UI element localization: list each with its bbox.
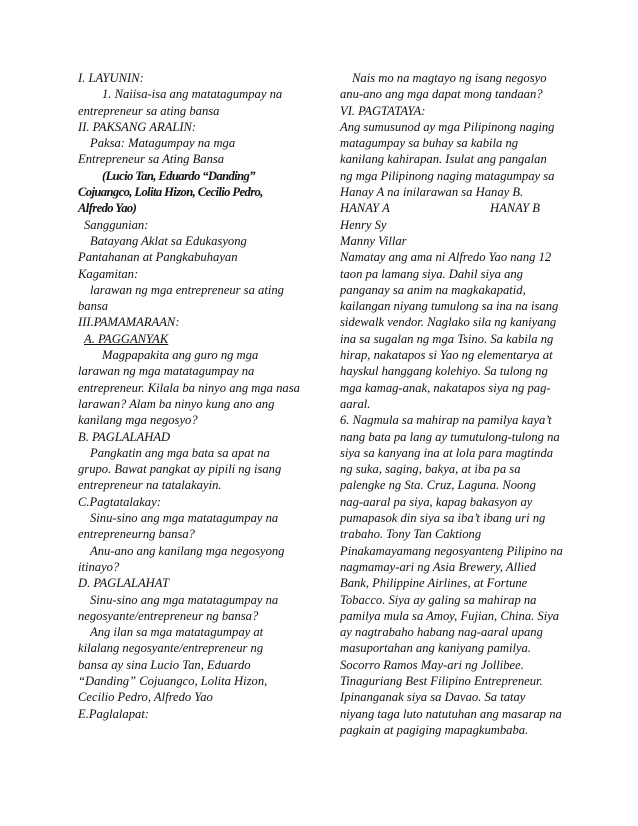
text-line: ina sa sugalan ng mga Tsino. Sa kabila ng xyxy=(340,331,554,346)
text-line: 6. Nagmula sa mahirap na pamilya kaya’t xyxy=(340,413,552,428)
text-line: Nais mo na magtayo ng isang negosyo xyxy=(352,71,547,85)
section-heading-pagtataya: VI. PAGTATAYA: xyxy=(340,103,426,118)
text-line: kailangan niyang tumulong sa ina na isang xyxy=(340,299,559,314)
text-line: pagkain at pagiging mapagkumbaba. xyxy=(340,722,529,737)
text-line: aaral. xyxy=(340,396,371,411)
text-line: palengke ng Sta. Cruz, Laguna. Noong xyxy=(340,478,536,493)
subheading-paglalahad: B. PAGLALAHAD xyxy=(78,429,171,444)
text-line: pamilya mula sa Amoy, Fujian, China. Siya xyxy=(340,608,560,623)
text-line: Ang sumusunod ay mga Pilipinong naging xyxy=(340,119,555,134)
text-line: larawan? Alam ba ninyo kung ano ang xyxy=(78,396,275,411)
text-line: taon pa lamang siya. Dahil siya ang xyxy=(340,266,523,281)
text-line: Pantahanan at Pangkabuhayan xyxy=(78,250,238,265)
entrepreneur-names: Cojuangco, Lolita Hizon, Cecilio Pedro, xyxy=(78,185,263,200)
text-line: ng suka, saging, bakya, at iba pa sa xyxy=(340,462,521,477)
text-line: ay nagtrabaho habang nag-aaral upang xyxy=(340,625,543,640)
text-line: entrepreneurng bansa? xyxy=(78,527,195,542)
text-line: trabaho. Tony Tan Caktiong xyxy=(340,527,482,542)
answer-option: Henry Sy xyxy=(340,217,387,232)
text-line: hirap, nakatapos si Yao ng elementarya at xyxy=(340,348,553,363)
hanay-b-label: HANAY B xyxy=(489,201,540,216)
text-line: panganay sa anim na magkakapatid, xyxy=(340,282,526,297)
text-line: Batayang Aklat sa Edukasyong xyxy=(90,233,247,248)
text-line: sidewalk vendor. Naglako sila ng kaniyang xyxy=(340,315,557,330)
text-line: “Danding” Cojuangco, Lolita Hizon, xyxy=(78,673,268,688)
entrepreneur-names: (Lucio Tan, Eduardo “Danding” xyxy=(102,168,255,183)
text-line: entrepreneur. Kilala ba ninyo ang mga nasa xyxy=(78,380,300,395)
text-line: grupo. Bawat pangkat ay pipili ng isang xyxy=(78,462,282,477)
objective-item: 1. Naiisa-isa ang matatagumpay na xyxy=(102,87,283,102)
subheading-paglalapat: E.Paglalapat: xyxy=(78,706,150,721)
section-heading-pamamaraan: III.PAMAMARAAN: xyxy=(78,315,180,330)
text-line: Entrepreneur sa Ating Bansa xyxy=(78,152,225,167)
text-line: Socorro Ramos May-ari ng Jollibee. xyxy=(340,657,524,672)
entrepreneur-names: Alfredo Yao) xyxy=(78,201,137,216)
text-line: pumapasok din siya sa iba’t ibang uri ng xyxy=(340,511,546,526)
text-line: Sinu-sino ang mga matatagumpay na xyxy=(90,511,279,526)
text-line: Ipinanganak siya sa Davao. Sa tatay xyxy=(340,690,526,705)
section-heading-layunin: I. LAYUNIN: xyxy=(78,71,144,85)
hanay-headers xyxy=(340,200,540,216)
text-line: nag-aaral pa siya, kapag bakasyon ay xyxy=(340,494,533,509)
text-line: matagumpay sa buhay sa kabila ng xyxy=(340,136,519,151)
kagamitan-label: Kagamitan: xyxy=(78,266,139,281)
text-line: Pangkatin ang mga bata sa apat na xyxy=(90,445,270,460)
right-column xyxy=(340,70,564,738)
text-line: Tobacco. Siya ay galing sa mahirap na xyxy=(340,592,537,607)
text-line: Bank, Philippine Airlines, at Fortune xyxy=(340,576,528,591)
text-line: Namatay ang ama ni Alfredo Yao nang 12 xyxy=(340,250,552,265)
text-line: larawan ng mga entrepreneur sa ating xyxy=(90,282,284,297)
text-line: hayskul hanggang kolehiyo. Sa tulong ng xyxy=(340,364,548,379)
hanay-a-label: HANAY A xyxy=(340,201,390,216)
subheading-pagganyak: A. PAGGANYAK xyxy=(84,331,169,346)
text-line: masuportahan ang kaniyang pamilya. xyxy=(340,641,531,656)
text-line: kanilang mga negosyo? xyxy=(78,413,198,428)
text-line: Tinaguriang Best Filipino Entrepreneur. xyxy=(340,673,543,688)
paksa-label: Paksa: Matagumpay na mga xyxy=(90,136,236,151)
text-line: Anu-ano ang kanilang mga negosyong xyxy=(90,543,285,558)
text-line: nang bata pa lang ay tumutulong-tulong na xyxy=(340,429,560,444)
text-line: kanilang kahirapan. Isulat ang pangalan xyxy=(340,152,547,167)
text-line: kilalang negosyante/entrepreneur ng xyxy=(78,641,264,656)
text-line: mga kamag-anak, nakatapos siya ng pag- xyxy=(340,380,551,395)
text-line: ng mga Pilipinong naging matagumpay sa xyxy=(340,168,555,183)
text-line: negosyante/entrepreneur ng bansa? xyxy=(78,608,259,623)
text-line: Pinakamayamang negosyanteng Pilipino na xyxy=(340,543,563,558)
text-line: anu-ano ang mga dapat mong tandaan? xyxy=(340,87,543,102)
text-line: itinayo? xyxy=(78,559,120,574)
text-line: entrepreneur sa ating bansa xyxy=(78,103,220,118)
text-line: Magpapakita ang guro ng mga xyxy=(102,348,259,363)
text-line: bansa ay sina Lucio Tan, Eduardo xyxy=(78,657,251,672)
text-line: bansa xyxy=(78,299,109,314)
text-line: Ang ilan sa mga matatagumpay at xyxy=(90,625,264,640)
text-line: Hanay A na inilarawan sa Hanay B. xyxy=(340,185,524,200)
text-line: Sinu-sino ang mga matatagumpay na xyxy=(90,592,279,607)
sanggunian-label: Sanggunian: xyxy=(84,217,149,232)
left-column xyxy=(78,70,300,722)
text-line: larawan ng mga matatagumpay na xyxy=(78,364,255,379)
subheading-pagtatalakay: C.Pagtatalakay: xyxy=(78,494,161,509)
text-line: Cecilio Pedro, Alfredo Yao xyxy=(78,690,213,705)
text-line: nagmamay-ari ng Asia Brewery, Allied xyxy=(340,559,537,574)
answer-option: Manny Villar xyxy=(340,233,407,248)
subheading-paglalahat: D. PAGLALAHAT xyxy=(78,576,169,591)
text-line: siya sa kanyang ina at lola para magtinda xyxy=(340,445,554,460)
text-line: entrepreneur na tatalakayin. xyxy=(78,478,222,493)
text-line: niyang taga luto natutuhan ang masarap na xyxy=(340,706,562,721)
section-heading-paksang-aralin: II. PAKSANG ARALIN: xyxy=(78,119,197,134)
